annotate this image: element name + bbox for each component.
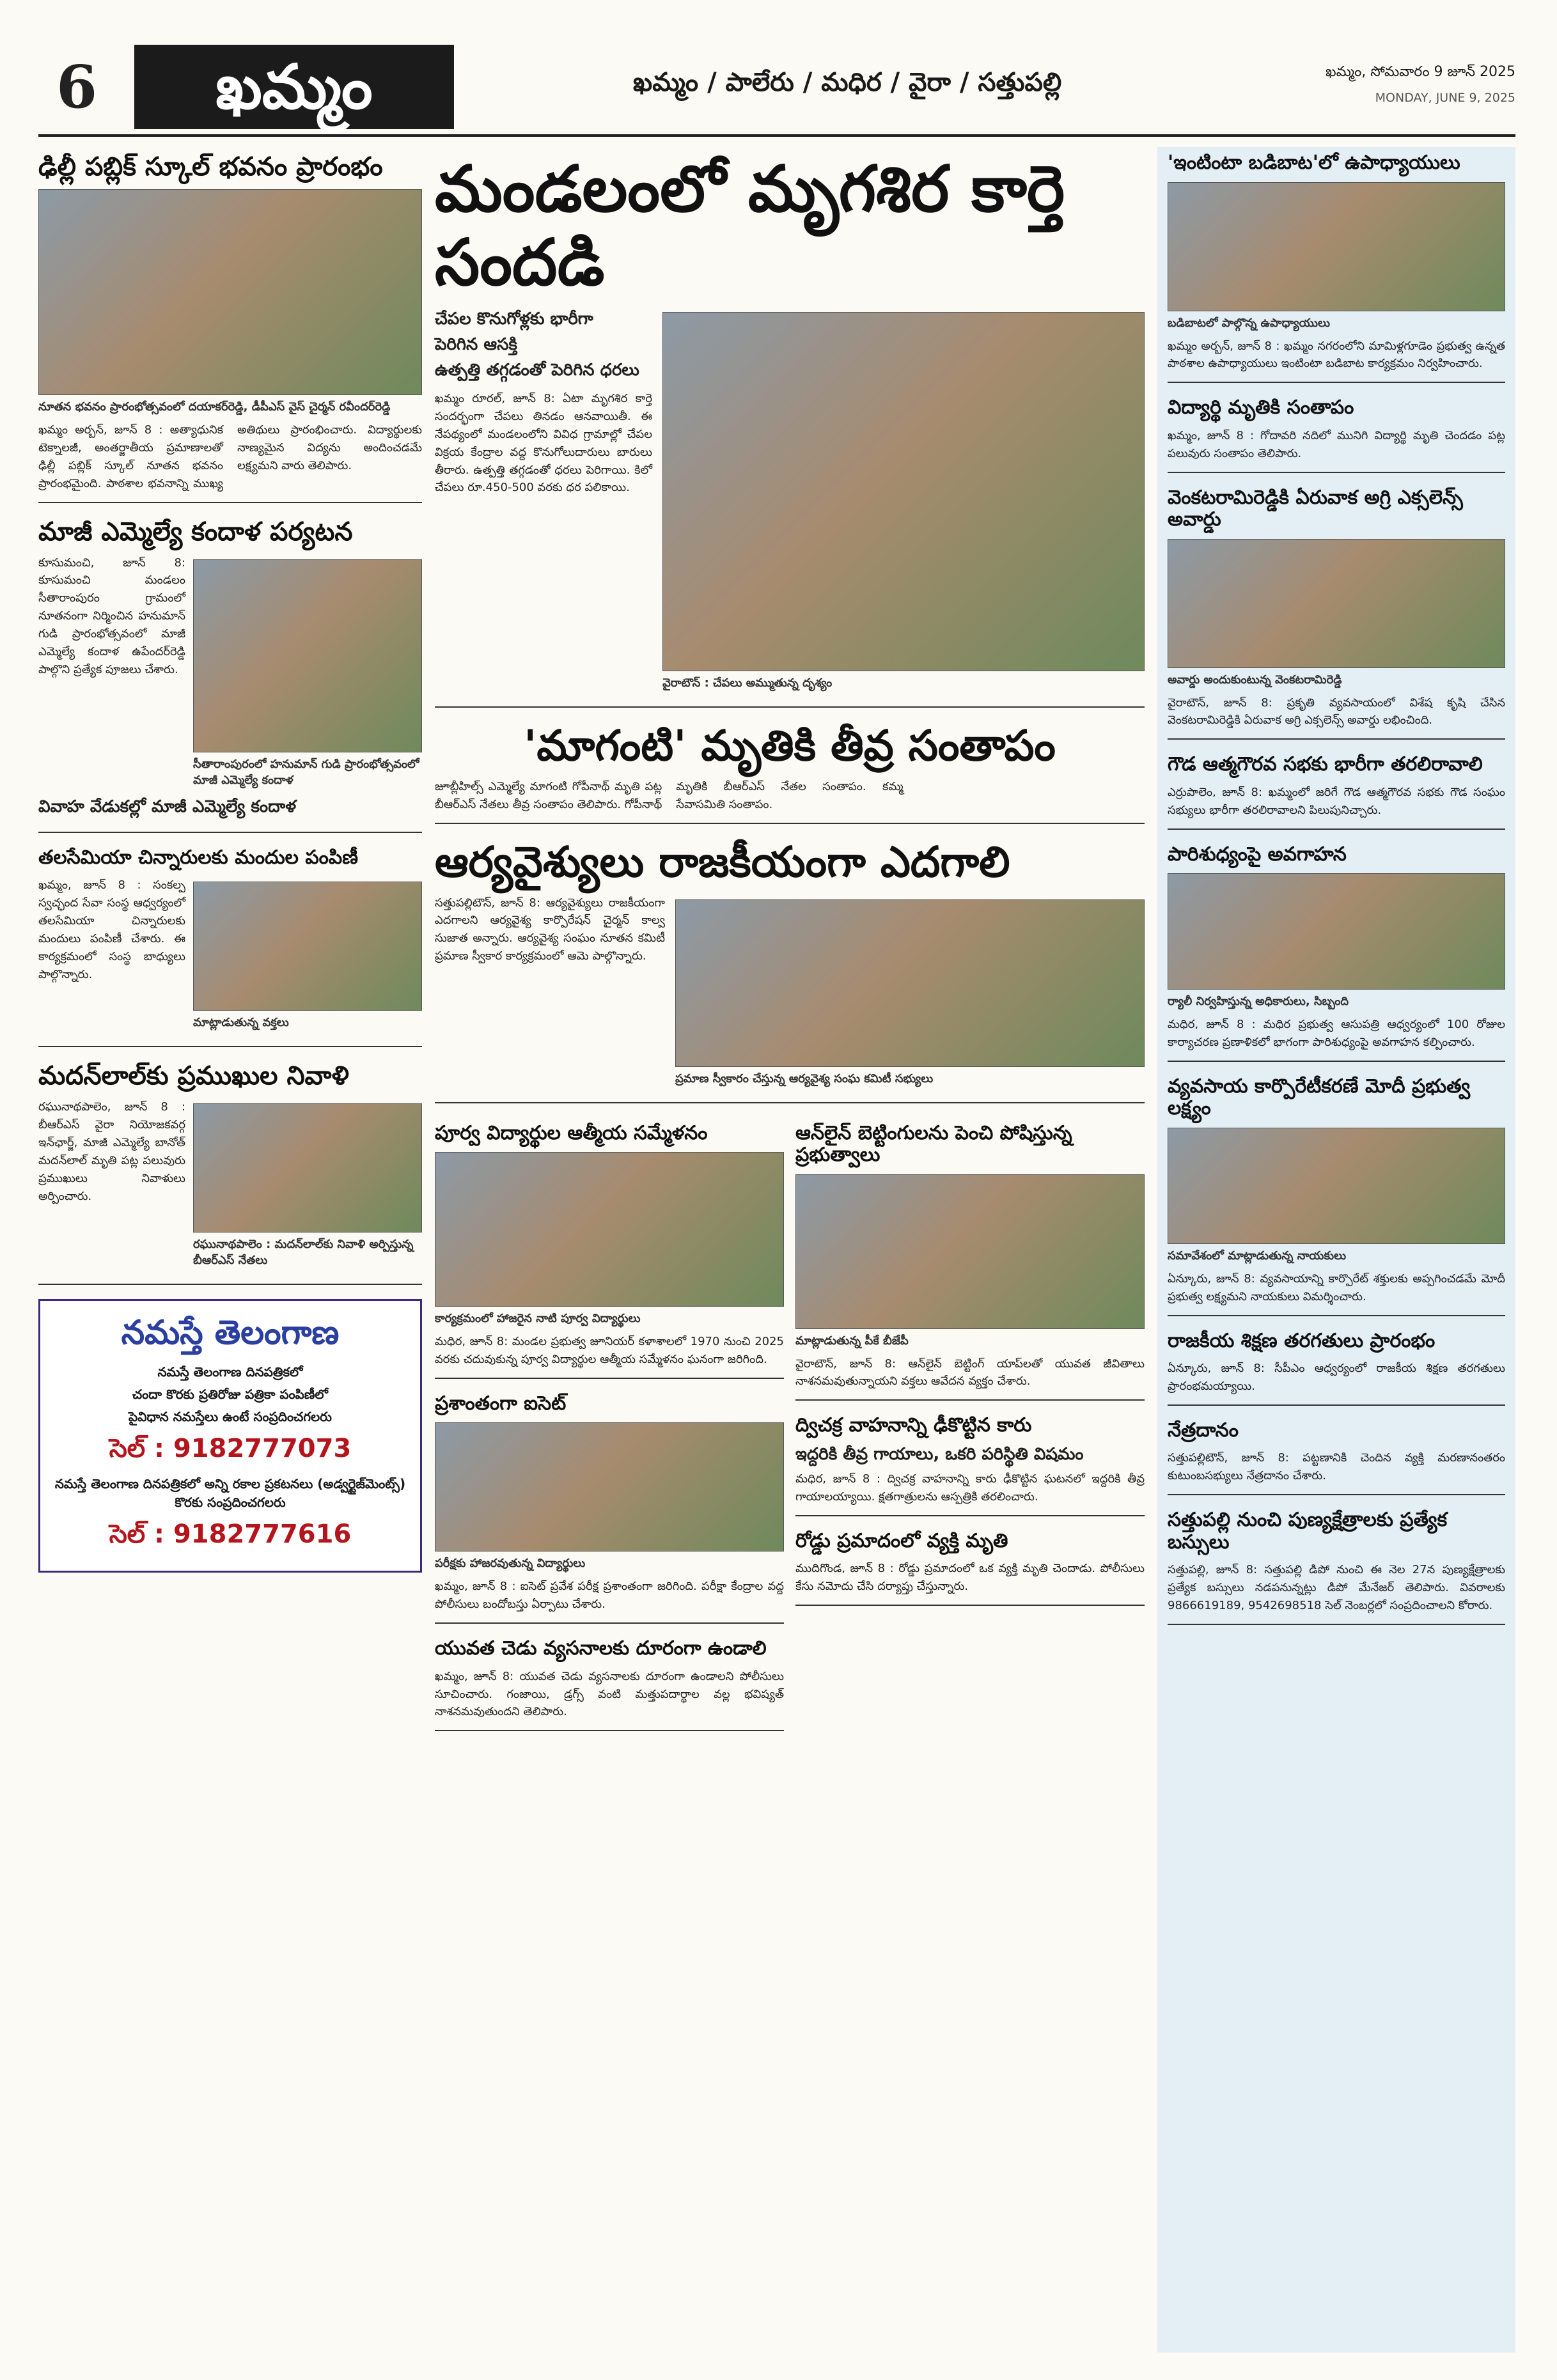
story-aryavaishya: [435, 838, 1145, 1103]
caption: కార్యక్రమంలో హాజరైన నాటి పూర్వ విద్యార్థులు: [435, 1312, 641, 1326]
photo: [193, 559, 422, 752]
subheading: వివాహ వేడుకల్లో మాజీ ఎమ్మెల్యే కందాళ: [38, 797, 297, 816]
story-badibata: [1168, 152, 1505, 383]
photo: [193, 882, 422, 1011]
photo: [1168, 873, 1505, 990]
article-body: ముదిగొండ, జూన్ 8 : రోడ్డు ప్రమాదంలో ఒక వ్యక్తి మృతి చెందాడు. పోలీసులు కేసు నమోదు చేసి దర్యాప్తు చేస్తున్నారు.: [795, 1562, 1145, 1594]
story-eye-donation: [1168, 1420, 1505, 1495]
story-political-classes: [1168, 1330, 1505, 1406]
caption: నూతన భవనం ప్రారంభోత్సవంలో దయాకర్‌రెడ్డి, డీపీఎస్ వైస్ చైర్మన్ రవీందర్‌రెడ్డి: [38, 400, 391, 414]
headline: నేత్రదానం: [1168, 1419, 1239, 1442]
story-award: [1168, 487, 1505, 740]
photo: [435, 1152, 784, 1307]
headline: యువత చెడు వ్యసనాలకు దూరంగా ఉండాలి: [435, 1637, 767, 1660]
caption: ప్రమాణ స్వీకారం చేస్తున్న ఆర్యవైశ్య సంఘ కమిటీ సభ్యులు: [675, 1071, 934, 1085]
article-body: ఖమ్మం, జూన్ 8 : ఐసెట్ ప్రవేశ పరీక్ష ప్రశాంతంగా జరిగింది. పరీక్షా కేంద్రాల వద్ద పోలీసులు బందోబస్తు ఏర్పాటు చేశారు.: [435, 1580, 784, 1612]
edition-places: ఖమ్మం / పాలేరు / మధిర / వైరా / సత్తుపల్లి: [633, 68, 1062, 97]
article-body: సత్తుపల్లి, జూన్ 8: సత్తుపల్లి డిపో నుంచి ఈ నెల 27న పుణ్యక్షేత్రాలకు ప్రత్యేక బస్సులు నడపనున్నట్లు డిపో మేనేజర్ తెలిపారు. వివరాలకు 9866619189, 9542698518 సెల్ నెంబర్లలో సంప్రదించాలని కోరారు.: [1168, 1563, 1505, 1613]
caption: ర్యాలీ నిర్వహిస్తున్న అధికారులు, సిబ్బంది: [1168, 995, 1349, 1009]
ad-phone: సెల్ : 9182777073: [109, 1434, 352, 1464]
ad-line: చందా కొరకు ప్రతిరోజు పత్రికా పంపిణీలో: [132, 1387, 329, 1403]
headline: ఆన్‌లైన్ బెట్టింగులను పెంచి పోషిస్తున్న ప్రభుత్వాలు: [795, 1121, 1072, 1167]
article-body: ఎర్రుపాలెం, జూన్ 8: ఖమ్మంలో జరిగే గౌడ ఆత్మగౌరవ సభకు గౌడ సంఘం సభ్యులు భారీగా తరలిరావాలని పిలుపునిచ్చారు.: [1168, 785, 1505, 817]
ad-line: నమస్తే తెలంగాణ దినపత్రికలో అన్ని రకాల ప్రకటనలు (అడ్వర్టైజ్‌మెంట్స్) కొరకు సంప్రదించగలరు: [54, 1476, 406, 1511]
subheading: ఇద్దరికి తీవ్ర గాయాలు, ఒకరి పరిస్థితి విషమం: [795, 1444, 1084, 1464]
dateline-telugu: ఖమ్మం, సోమవారం 9 జూన్ 2025: [1326, 64, 1515, 80]
story-pilgrim-buses: [1168, 1509, 1505, 1625]
caption: బడిబాటలో పాల్గొన్న ఉపాధ్యాయులు: [1168, 316, 1330, 330]
headline: గౌడ ఆత్మగౌరవ సభకు భారీగా తరలిరావాలి: [1168, 753, 1483, 776]
article-body: ఖమ్మం అర్బన్, జూన్ 8 : అత్యాధునిక టెక్నాలజీ, అంతర్జాతీయ ప్రమాణాలతో ఢిల్లీ పబ్లిక్ స్కూల్ నూతన భవనం ప్రారంభమైంది. పాఠశాల భవనాన్ని ముఖ్య అతిథులు ప్రారంభించారు. విద్యార్థులకు నాణ్యమైన విద్యను అందించడమే లక్ష్యమని వారు తెలిపారు.: [38, 423, 422, 490]
story-online-betting: [795, 1123, 1145, 1401]
headline: సత్తుపల్లి నుంచి పుణ్యక్షేత్రాలకు ప్రత్యేక బస్సులు: [1168, 1509, 1448, 1553]
kicker: ఉత్పత్తి తగ్గడంతో పెరిగిన ధరలు: [435, 361, 639, 380]
caption: మాట్లాడుతున్న పీకే బీజేపీ: [795, 1334, 909, 1348]
headline: 'ఇంటింటా బడిబాట'లో ఉపాధ్యాయులు: [1168, 152, 1460, 174]
story-madanlal-tribute: [38, 1061, 422, 1285]
headline: వెంకటరామిరెడ్డికి ఏరువాక అగ్రి ఎక్సలెన్స్ అవార్డు: [1168, 486, 1463, 531]
headline: మాజీ ఎమ్మెల్యే కందాళ పర్యటన: [38, 517, 353, 547]
story-kandala-tour: [38, 517, 422, 833]
photo: [662, 312, 1145, 671]
ad-line: పైవిధాన నమస్తేలు ఉంటే సంప్రదించగలరు: [129, 1409, 332, 1425]
newspaper-brand: ఖమ్మం: [134, 45, 454, 129]
headline: ప్రశాంతంగా ఐసెట్: [435, 1392, 567, 1415]
caption: సమావేశంలో మాట్లాడుతున్న నాయకులు: [1168, 1248, 1347, 1263]
story-sanitation: [1168, 844, 1505, 1062]
subscription-ad: [38, 1299, 422, 1573]
article-body: ఖమ్మం, జూన్ 8 : గోదావరి నదిలో మునిగి విద్యార్థి మృతి చెందడం పట్ల పలువురు సంతాపం తెలిపారు.: [1168, 428, 1505, 460]
photo: [675, 899, 1145, 1067]
story-maganti: [435, 722, 1145, 824]
article-body: ఖమ్మం, జూన్ 8: యువత చెడు వ్యసనాలకు దూరంగా ఉండాలని పోలీసులు సూచించారు. గంజాయి, డ్రగ్స్ వంటి మత్తుపదార్థాల వల్ల భవిష్యత్ నాశనమవుతుందని తెలిపారు.: [435, 1669, 784, 1719]
lead-headline: మండలంలో మృగశిర కార్తె సందడి: [435, 152, 1065, 300]
right-column: [1157, 147, 1515, 2353]
photo: [193, 1103, 422, 1233]
ad-phone: సెల్ : 9182777616: [109, 1520, 352, 1550]
photo: [795, 1174, 1145, 1329]
article-body: వైరాటౌన్, జూన్ 8: ప్రకృతి వ్యవసాయంలో విశేష కృషి చేసిన వెంకటరామిరెడ్డికి ఏరువాక అగ్రి ఎక్సలెన్స్ అవార్డు లభించింది.: [1168, 696, 1505, 727]
article-body: సత్తుపల్లిటౌన్, జూన్ 8: పట్టణానికి చెందిన వ్యక్తి మరణానంతరం కుటుంబసభ్యులు నేత్రదానం చేశారు.: [1168, 1451, 1505, 1483]
article-body: జూబ్లీహిల్స్ ఎమ్మెల్యే మాగంటి గోపీనాథ్ మృతి పట్ల బీఆర్ఎస్ నేతలు తీవ్ర సంతాపం తెలిపారు. గోపీనాథ్ మృతికి బీఆర్ఎస్ నేతల సంతాపం. కమ్మ సేవాసమితి సంతాపం.: [435, 779, 904, 811]
page-number: 6: [56, 52, 97, 121]
article-body: మధిర, జూన్ 8 : ద్విచక్ర వాహనాన్ని కారు ఢీకొట్టిన ఘటనలో ఇద్దరికి తీవ్ర గాయాలయ్యాయి. క్షతగాత్రులను ఆస్పత్రికి తరలించారు.: [795, 1472, 1145, 1504]
headline: రోడ్డు ప్రమాదంలో వ్యక్తి మృతి: [795, 1529, 1008, 1552]
article-body: మధిర, జూన్ 8: మండల ప్రభుత్వ జూనియర్ కళాశాలలో 1970 నుంచి 2025 వరకు చదువుకున్న పూర్వ విద్యార్థుల ఆత్మీయ సమ్మేళనం ఘనంగా జరిగింది.: [435, 1335, 784, 1366]
caption: అవార్డు అందుకుంటున్న వెంకటరామిరెడ్డి: [1168, 673, 1342, 687]
photo: [435, 1422, 784, 1552]
masthead: [38, 45, 1515, 137]
caption: పరీక్షకు హాజరవుతున్న విద్యార్థులు: [435, 1557, 586, 1571]
photo: [1168, 539, 1505, 668]
headline: విద్యార్థి మృతికి సంతాపం: [1168, 396, 1354, 419]
story-icet: [435, 1393, 784, 1624]
story-thalassemia: [38, 847, 422, 1048]
caption: సీతారాంపురంలో హనుమాన్ గుడి ప్రారంభోత్సవంలో మాజీ ఎమ్మెల్యే కందాళ: [193, 757, 419, 787]
article-body: ఖమ్మం అర్బన్, జూన్ 8 : ఖమ్మం నగరంలోని మామిళ్లగూడెం ప్రభుత్వ ఉన్నత పాఠశాల ఉపాధ్యాయులు ఇంటింటా బడిబాట కార్యక్రమం నిర్వహించారు.: [1168, 339, 1505, 371]
photo: [1168, 1128, 1505, 1244]
article-body: ఖమ్మం రూరల్, జూన్ 8: ఏటా మృగశిర కార్తె సందర్భంగా చేపలు తినడం ఆనవాయితీ. ఈ నేపథ్యంలో మండలంలోని వివిధ గ్రామాల్లో చేపల విక్రయ కేంద్రాల వద్ద కొనుగోలుదారులు బారులు తీరారు. ఉత్పత్తి తగ్గడంతో ధరలు పెరిగాయి. కిలో చేపలు రూ.450-500 వరకు ధర పలికాయి.: [435, 392, 652, 495]
kicker: పెరిగిన ఆసక్తి: [435, 335, 517, 354]
story-car-accident: [795, 1415, 1145, 1516]
caption: మాట్లాడుతున్న వక్తలు: [193, 1016, 289, 1030]
article-body: రఘునాథపాలెం, జూన్ 8 : బీఆర్ఎస్ వైరా నియోజకవర్గ ఇన్‌ఛార్జ్, మాజీ ఎమ్మెల్యే బానోత్ మదన్‌లాల్ మృతి పట్ల పలువురు ప్రముఖులు నివాళులు అర్పించారు.: [38, 1100, 185, 1203]
photo: [1168, 182, 1505, 311]
headline: పూర్వ విద్యార్థుల ఆత్మీయ సమ్మేళనం: [435, 1121, 708, 1144]
left-column: [38, 147, 422, 1573]
article-body: సత్తుపల్లిటౌన్, జూన్ 8: ఆర్యవైశ్యులు రాజకీయంగా ఎదగాలని ఆర్యవైశ్య కార్పొరేషన్ చైర్మన్ కాల్వ సుజాత అన్నారు. ఆర్యవైశ్య సంఘం నూతన కమిటీ ప్రమాణ స్వీకార కార్యక్రమంలో ఆమె పాల్గొన్నారు.: [435, 896, 665, 963]
article-body: ఖమ్మం, జూన్ 8 : సంకల్ప స్వచ్ఛంద సేవా సంస్థ ఆధ్వర్యంలో తలసేమియా చిన్నారులకు మందులు పంపిణీ చేశారు. ఈ కార్యక్రమంలో సంస్థ బాధ్యులు పాల్గొన్నారు.: [38, 878, 185, 981]
story-alumni: [435, 1123, 784, 1379]
article-body: ఏన్కూరు, జూన్ 8: వ్యవసాయాన్ని కార్పొరేట్ శక్తులకు అప్పగించడమే మోదీ ప్రభుత్వ లక్ష్యమని నాయకులు విమర్శించారు.: [1168, 1272, 1505, 1303]
kicker: చేపల కొనుగోళ్లకు భారీగా: [435, 309, 593, 329]
headline: వ్యవసాయ కార్పొరేటీకరణే మోదీ ప్రభుత్వ లక్ష్యం: [1168, 1075, 1471, 1120]
article-body: కూసుమంచి, జూన్ 8: కూసుమంచి మండలం సీతారాంపురం గ్రామంలో నూతనంగా నిర్మించిన హనుమాన్ గుడి ప్రారంభోత్సవంలో మాజీ ఎమ్మెల్యే కందాళ ఉపేందర్‌రెడ్డి పాల్గొని ప్రత్యేక పూజలు చేశారు.: [38, 556, 185, 676]
article-body: వైరాటౌన్, జూన్ 8: ఆన్‌లైన్ బెట్టింగ్ యాప్‌లతో యువత జీవితాలు నాశనమవుతున్నాయని వక్తలు ఆవేదన వ్యక్తం చేశారు.: [795, 1357, 1145, 1388]
headline: ఢిల్లీ పబ్లిక్ స్కూల్ భవనం ప్రారంభం: [38, 152, 383, 182]
dateline-english: MONDAY, JUNE 9, 2025: [1375, 91, 1515, 105]
caption: రఘునాథపాలెం : మదన్‌లాల్‌కు నివాళి అర్పిస్తున్న బీఆర్ఎస్ నేతలు: [193, 1238, 414, 1268]
photo: [38, 189, 422, 395]
ad-line: నమస్తే తెలంగాణ దినపత్రికలో: [157, 1364, 303, 1380]
article-body: ఏన్కూరు, జూన్ 8: సీపీఎం ఆధ్వర్యంలో రాజకీయ శిక్షణ తరగతులు ప్రారంభమయ్యాయి.: [1168, 1362, 1505, 1394]
story-gouda-sabha: [1168, 754, 1505, 829]
headline: 'మాగంటి' మృతికి తీవ్ర సంతాపం: [524, 721, 1056, 770]
story-dps-building: [38, 152, 422, 503]
ad-brand: నమస్తే తెలంగాణ: [121, 1314, 340, 1353]
headline: ద్విచక్ర వాహనాన్ని ఢీకొట్టిన కారు: [795, 1414, 1032, 1437]
headline: పారిశుధ్యంపై అవగాహన: [1168, 843, 1347, 866]
headline: మదన్‌లాల్‌కు ప్రముఖుల నివాళి: [38, 1061, 349, 1091]
middle-column: [435, 147, 1145, 1745]
headline: తలసేమియా చిన్నారులకు మందుల పంపిణీ: [38, 846, 358, 869]
story-mrigasira: [435, 152, 1145, 708]
headline: రాజకీయ శిక్షణ తరగతులు ప్రారంభం: [1168, 1329, 1436, 1352]
story-agri-corporatisation: [1168, 1076, 1505, 1316]
caption: వైరాటౌన్ : చేపలు అమ్ముతున్న దృశ్యం: [662, 676, 833, 690]
story-road-accident: [795, 1530, 1145, 1606]
article-body: మధిర, జూన్ 8 : మధిర ప్రభుత్వ ఆసుపత్రి ఆధ్వర్యంలో 100 రోజుల కార్యాచరణ ప్రణాళికలో భాగంగా పారిశుధ్యంపై అవగాహన కల్పించారు.: [1168, 1018, 1505, 1050]
story-youth: [435, 1638, 784, 1731]
story-student-death: [1168, 397, 1505, 472]
headline: ఆర్యవైశ్యులు రాజకీయంగా ఎదగాలి: [435, 837, 1010, 887]
